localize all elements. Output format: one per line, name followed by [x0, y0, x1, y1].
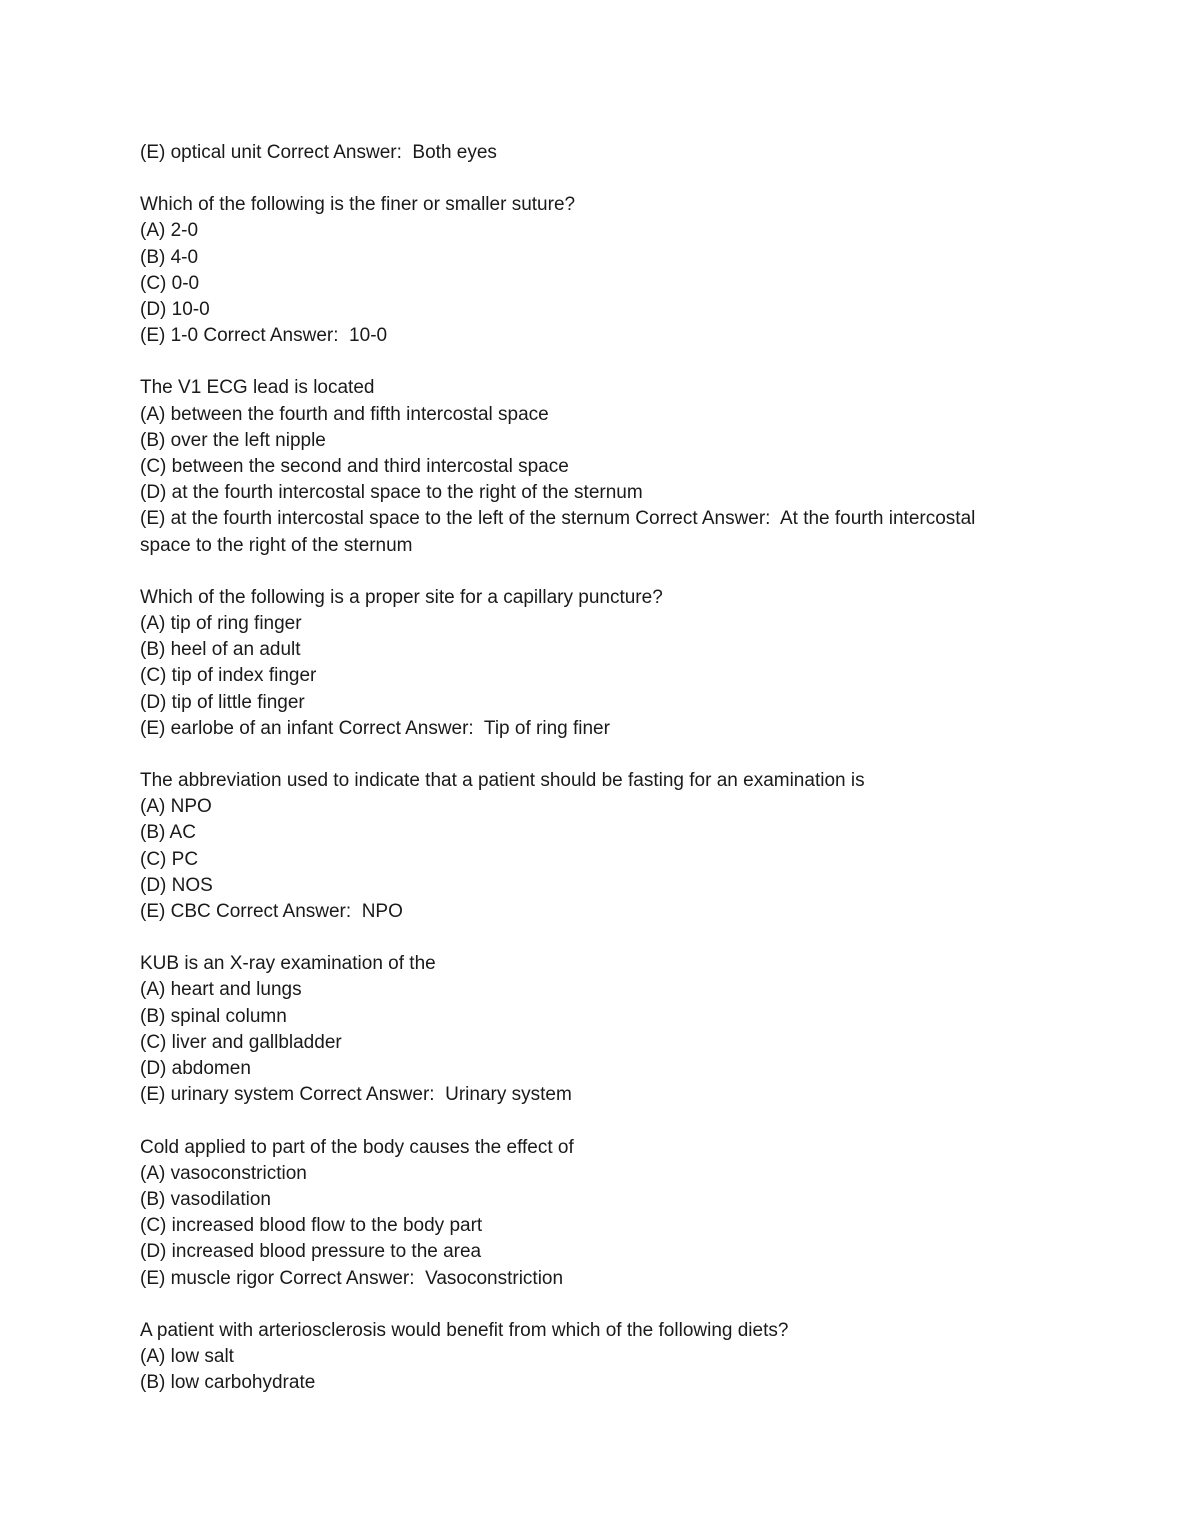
- question-block: [140, 192, 1040, 349]
- option-line-with-answer: (E) earlobe of an infant Correct Answer: Tip of ring finer: [140, 717, 610, 739]
- option-line: (B) spinal column: [140, 1005, 287, 1027]
- spacer: [140, 166, 1040, 192]
- option-line: (A) between the fourth and fifth intercostal space: [140, 403, 549, 425]
- question-block: [140, 768, 1040, 925]
- question-stem: Which of the following is a proper site for a capillary puncture?: [140, 586, 663, 608]
- option-line: (B) low carbohydrate: [140, 1372, 316, 1394]
- intro-answer-line: (E) optical unit Correct Answer: Both eyes: [140, 142, 497, 163]
- option-line: (A) vasoconstriction: [140, 1162, 307, 1184]
- option-line-with-answer: (E) urinary system Correct Answer: Urinary system: [140, 1084, 572, 1106]
- option-line: (B) over the left nipple: [140, 429, 326, 451]
- question-block: [140, 375, 1040, 558]
- question-block: [140, 1135, 1040, 1292]
- option-line: (D) increased blood pressure to the area: [140, 1241, 482, 1263]
- option-line: (A) heart and lungs: [140, 979, 302, 1001]
- question-stem: A patient with arteriosclerosis would benefit from which of the following diets?: [140, 1319, 789, 1341]
- option-line-with-answer: (E) muscle rigor Correct Answer: Vasoconstriction: [140, 1267, 564, 1289]
- spacer: [140, 559, 1040, 585]
- spacer: [140, 742, 1040, 768]
- option-line: (D) at the fourth intercostal space to the right of the sternum: [140, 482, 643, 504]
- spacer: [140, 1292, 1040, 1318]
- option-line: (A) tip of ring finger: [140, 613, 302, 635]
- question-stem: KUB is an X-ray examination of the: [140, 953, 436, 975]
- answer-continuation: space to the right of the sternum: [140, 534, 413, 556]
- option-line: (A) low salt: [140, 1345, 234, 1367]
- option-line: (D) NOS: [140, 874, 213, 896]
- option-line: (A) NPO: [140, 796, 212, 818]
- question-block: [140, 951, 1040, 1108]
- option-line-with-answer: (E) CBC Correct Answer: NPO: [140, 901, 403, 923]
- option-line: (C) PC: [140, 848, 199, 870]
- option-line: (D) abdomen: [140, 1058, 251, 1080]
- option-line: (C) tip of index finger: [140, 665, 317, 687]
- option-line-with-answer: (E) at the fourth intercostal space to the left of the sternum Correct Answer: At the fourth intercostal: [140, 508, 976, 530]
- option-line: (B) 4-0: [140, 246, 199, 268]
- question-stem: Cold applied to part of the body causes the effect of: [140, 1136, 574, 1158]
- spacer: [140, 1109, 1040, 1135]
- option-line: (B) vasodilation: [140, 1188, 271, 1210]
- option-line: (B) AC: [140, 822, 196, 844]
- question-block: [140, 1318, 1040, 1397]
- option-line: (D) 10-0: [140, 299, 210, 321]
- option-line: (C) 0-0: [140, 272, 200, 294]
- option-line: (C) between the second and third intercostal space: [140, 456, 569, 478]
- option-line: (A) 2-0: [140, 220, 199, 242]
- spacer: [140, 349, 1040, 375]
- question-stem: The V1 ECG lead is located: [140, 377, 375, 399]
- question-stem: Which of the following is the finer or smaller suture?: [140, 194, 576, 216]
- option-line: (D) tip of little finger: [140, 691, 305, 713]
- spacer: [140, 925, 1040, 951]
- option-line: (C) increased blood flow to the body part: [140, 1215, 483, 1237]
- option-line-with-answer: (E) 1-0 Correct Answer: 10-0: [140, 325, 388, 347]
- option-line: (C) liver and gallbladder: [140, 1031, 342, 1053]
- question-block: [140, 585, 1040, 742]
- option-line: (B) heel of an adult: [140, 639, 301, 661]
- question-stem: The abbreviation used to indicate that a patient should be fasting for an examination is: [140, 770, 865, 792]
- document-page: [140, 140, 1040, 1396]
